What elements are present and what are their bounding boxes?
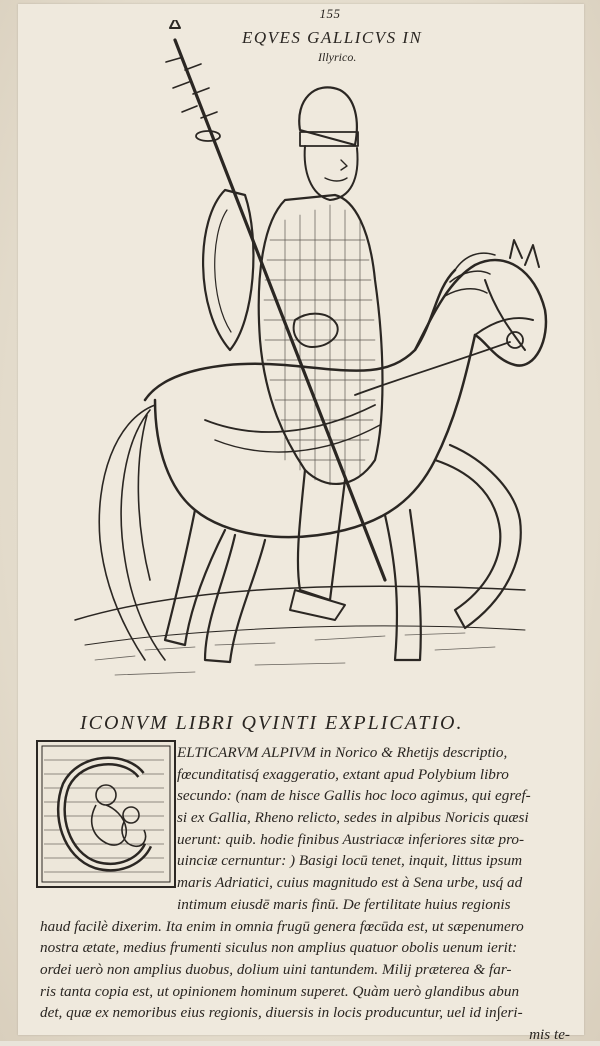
body-text [40,742,580,1046]
text-line: haud facilè dixerim. Ita enim in omnia frugū genera fœcūda est, ut sæpenumero [40,917,524,935]
page-number: 155 [319,6,341,21]
running-title: EQVES GALLICVS IN [242,28,423,47]
text-line: ELTICARVM ALPIVM in Norico & Rhetijs descriptio, [177,744,508,761]
text-line: intimum eiusdē maris finū. De fertilitate huius regionis [177,895,511,913]
woodcut-horseman-illustration [55,20,555,700]
text-line: det, quæ ex nemoribus eius regionis, diuersis in locis producuntur, uel id in∫eri- [40,1004,523,1022]
text-line: nostra ætate, medius frumenti siculus non amplius quatuor obolis uenum ierit: [40,939,518,957]
text-line: maris Adriatici, cuius magnitudo est à Sena urbe, usq́ ad [177,874,523,892]
section-heading: ICONVM LIBRI QVINTI EXPLICATIO. [80,712,464,734]
initial-letter [36,740,37,741]
text-line-catchword: mis te- [529,1025,570,1043]
text-line: fœcunditatisq́ exaggeratio, extant apud Polybium libro [177,765,509,783]
text-line: si ex Gallia, Rheno relicto, sedes in alpibus Noricis quæsi [177,809,529,827]
text-line: secundo: (nam de hisce Gallis hoc loco agimus, qui egref- [177,787,531,805]
text-line: ordei uerò non amplius duobus, dolium uini tantundem. Milij præterea & far- [40,960,512,978]
text-line: ris tanta copia est, ut opinionem hominum superet. Quàm uerò glandibus abun [40,982,520,1000]
text-line: uinciæ cernuntur: ) Basigi locū tenet, inquit, littus ipsum [177,852,523,870]
text-line: uerunt: quib. hodie finibus Austriacæ inferiores sitæ pro- [177,830,525,848]
running-subtitle: Illyrico. [318,50,357,64]
